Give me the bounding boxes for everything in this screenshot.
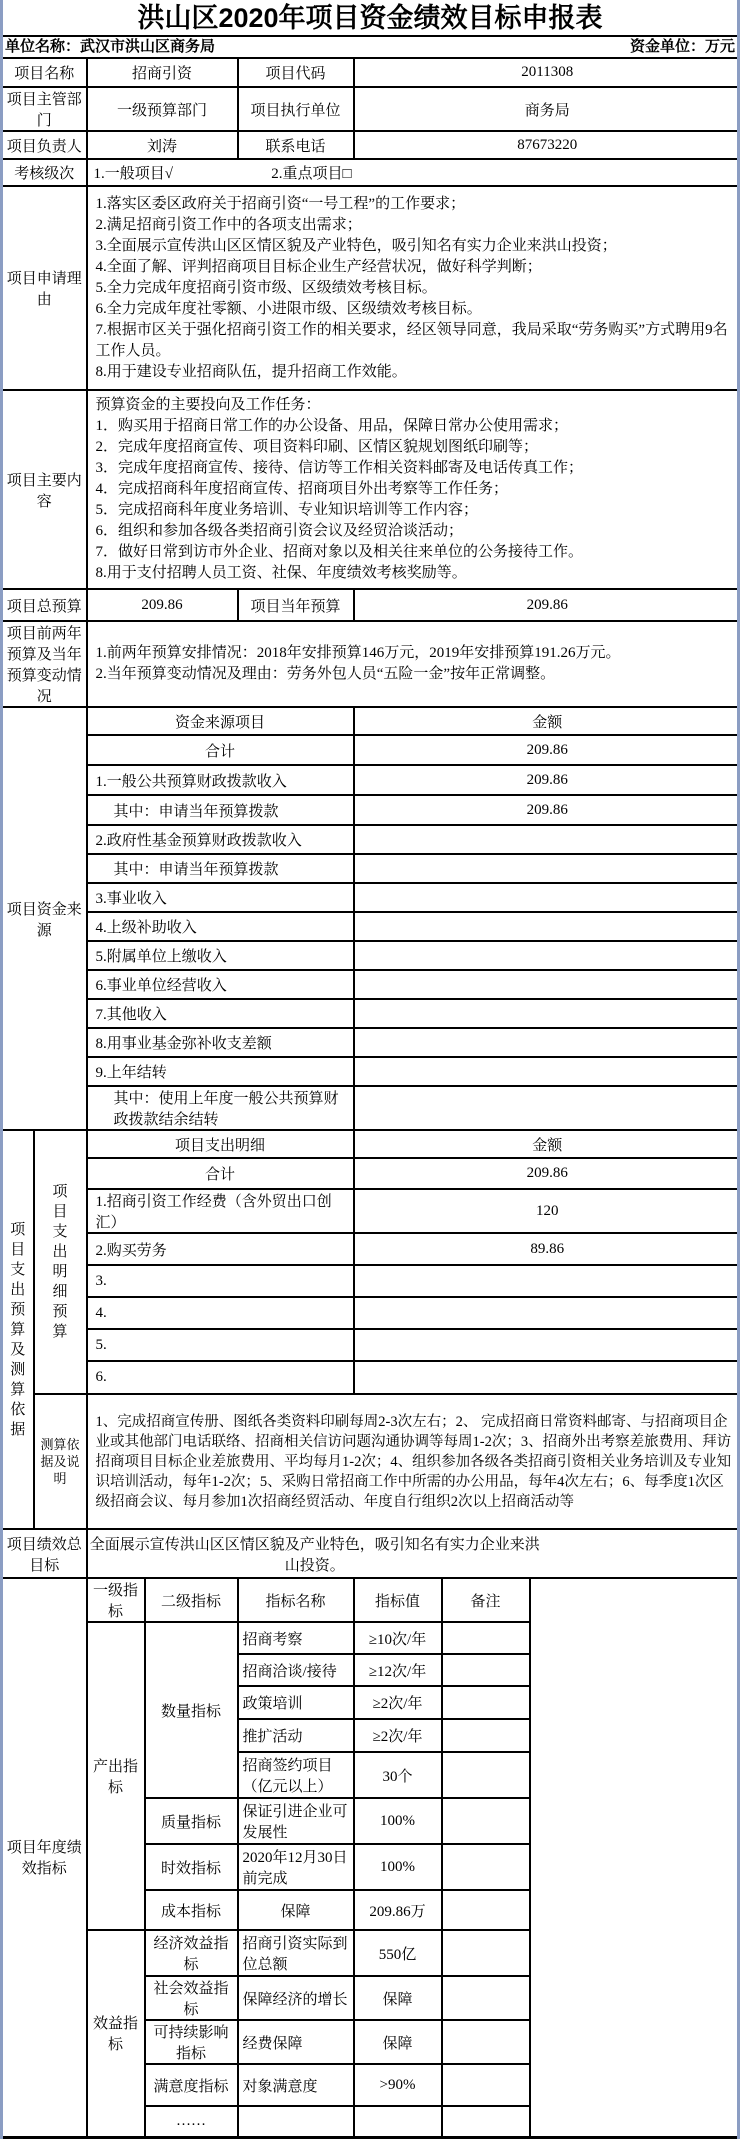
indicator-note — [442, 1930, 530, 1976]
expenditure-item: 1.招商引资工作经费（含外贸出口创汇） — [87, 1189, 354, 1233]
funding-item: 6.事业单位经营收入 — [87, 970, 354, 999]
value-project-leader: 刘涛 — [87, 131, 238, 159]
value-executing-unit: 商务局 — [354, 87, 740, 131]
overall-goal-row — [2, 1529, 740, 1578]
expenditure-row — [2, 1233, 740, 1265]
label-supervising-dept: 项目主管部门 — [2, 87, 87, 131]
indicator-name: 推扩活动 — [238, 1719, 354, 1752]
funding-amount — [354, 912, 740, 941]
indicator-name: 招商签约项目（亿元以上） — [238, 1752, 354, 1798]
level2-economic: 经济效益指标 — [145, 1930, 238, 1976]
funding-item: 4.上级补助收入 — [87, 912, 354, 941]
label-funding-source: 项目资金来源 — [2, 707, 87, 1130]
indicator-note — [442, 1752, 530, 1798]
label-annual-indicators: 项目年度绩效指标 — [2, 1578, 87, 2137]
funding-amount — [354, 1028, 740, 1057]
expenditure-amount — [354, 1329, 740, 1361]
declaration-table — [0, 57, 740, 2139]
level2-satisfaction: 满意度指标 — [145, 2064, 238, 2106]
reason-line: 8.用于建设专业招商队伍，提升招商工作效能。 — [96, 362, 733, 383]
indicator-note — [442, 1798, 530, 1844]
funding-amount — [354, 1057, 740, 1086]
level2-timeliness: 时效指标 — [145, 1844, 238, 1890]
reason-line: 1.落实区委区政府关于招商引资“一号工程”的工作要求； — [96, 194, 733, 215]
funding-item: 8.用事业基金弥补收支差额 — [87, 1028, 354, 1057]
funding-item: 9.上年结转 — [87, 1057, 354, 1086]
table-row — [2, 58, 740, 87]
label-overall-goal: 项目绩效总目标 — [2, 1529, 87, 1578]
funding-row — [2, 883, 740, 912]
level2-quantity: 数量指标 — [145, 1622, 238, 1798]
funding-item: 合计 — [87, 735, 354, 765]
indicator-name: 保证引进企业可发展性 — [238, 1798, 354, 1844]
expenditure-amount — [354, 1297, 740, 1329]
indicator-value: ≥12次/年 — [354, 1654, 442, 1686]
content-line: 1．购买用于招商日常工作的办公设备、用品，保障日常办公使用需求； — [96, 416, 733, 437]
reason-line: 6.全力完成年度社零额、小进限市级、区级绩效考核目标。 — [96, 299, 733, 320]
expenditure-amount — [354, 1265, 740, 1297]
calc-basis-row — [2, 1394, 740, 1529]
content-line: 8.用于支付招聘人员工资、社保、年度绩效考核奖励等。 — [96, 563, 733, 584]
indicator-note — [442, 1622, 530, 1654]
indicator-note — [442, 1719, 530, 1752]
indicator-value: 100% — [354, 1844, 442, 1890]
funding-item: 3.事业收入 — [87, 883, 354, 912]
previous-budget-line: 2.当年预算变动情况及理由：劳务外包人员“五险一金”按年正常调整。 — [96, 664, 733, 685]
funding-item: 其中：申请当年预算拨款 — [87, 854, 354, 883]
indicator-name: 保障 — [238, 1890, 354, 1930]
indicator-value: 30个 — [354, 1752, 442, 1798]
label-executing-unit: 项目执行单位 — [238, 87, 354, 131]
reason-line: 3.全面展示宣传洪山区区情区貌及产业特色，吸引知名有实力企业来洪山投资； — [96, 236, 733, 257]
label-project-code: 项目代码 — [238, 58, 354, 87]
value-current-year-budget: 209.86 — [354, 589, 740, 621]
expenditure-item: 2.购买劳务 — [87, 1233, 354, 1265]
currency-unit-label: 资金单位：万元 — [630, 37, 735, 57]
reason-line: 2.满足招商引资工作中的各项支出需求； — [96, 215, 733, 236]
value-project-code: 2011308 — [354, 58, 740, 87]
label-application-reason: 项目申请理由 — [2, 186, 87, 390]
funding-row — [2, 735, 740, 765]
previous-budget-line: 1.前两年预算安排情况：2018年安排预算146万元，2019年安排预算191.26万元。 — [96, 643, 733, 664]
level2-ellipsis: …… — [145, 2106, 238, 2137]
label-expenditure-detail — [34, 1130, 87, 1394]
funding-amount — [354, 883, 740, 912]
meta-line — [0, 37, 740, 57]
assessment-options — [87, 159, 740, 186]
expenditure-amount: 209.86 — [354, 1158, 740, 1189]
vertical-label: 项目支出预算及测算依据 — [10, 1220, 25, 1440]
funding-amount: 209.86 — [354, 735, 740, 765]
expenditure-item: 合计 — [87, 1158, 354, 1189]
indicator-note — [442, 1890, 530, 1930]
funding-row — [2, 765, 740, 795]
indicator-name: 招商考察 — [238, 1622, 354, 1654]
funding-row — [2, 825, 740, 854]
label-project-name: 项目名称 — [2, 58, 87, 87]
funding-row — [2, 912, 740, 941]
level2-sustainability: 可持续影响指标 — [145, 2020, 238, 2064]
label-calc-basis: 测算依据及说明 — [34, 1394, 87, 1529]
indicator-name: 对象满意度 — [238, 2064, 354, 2106]
indicator-note — [442, 1844, 530, 1890]
funding-amount — [354, 941, 740, 970]
content-intro: 预算资金的主要投向及工作任务： — [96, 395, 733, 416]
col-level2: 二级指标 — [145, 1578, 238, 1622]
indicator-note — [442, 2106, 530, 2137]
main-content-row — [2, 390, 740, 589]
expenditure-row — [2, 1329, 740, 1361]
expenditure-row — [2, 1297, 740, 1329]
indicator-value: ≥2次/年 — [354, 1686, 442, 1719]
indicator-value: 保障 — [354, 1976, 442, 2020]
col-indicator-name: 指标名称 — [238, 1578, 354, 1622]
indicator-name: 保障经济的增长 — [238, 1976, 354, 2020]
expenditure-row — [2, 1158, 740, 1189]
content-line: 7．做好日常到访市外企业、招商对象以及相关往来单位的公务接待工作。 — [96, 542, 733, 563]
funding-row — [2, 854, 740, 883]
funding-amount — [354, 970, 740, 999]
value-total-budget: 209.86 — [87, 589, 238, 621]
table-row — [2, 87, 740, 131]
funding-item: 其中：使用上年度一般公共预算财政拨款结余结转 — [87, 1086, 354, 1130]
level2-social: 社会效益指标 — [145, 1976, 238, 2020]
expenditure-col-item: 项目支出明细 — [87, 1130, 354, 1158]
previous-budget-row — [2, 621, 740, 707]
funding-amount — [354, 999, 740, 1028]
funding-amount: 209.86 — [354, 795, 740, 825]
funding-item: 2.政府性基金预算财政拨款收入 — [87, 825, 354, 854]
expenditure-amount: 120 — [354, 1189, 740, 1233]
label-expenditure-section — [2, 1130, 34, 1529]
indicator-note — [442, 1976, 530, 2020]
label-contact-phone: 联系电话 — [238, 131, 354, 159]
label-previous-budget: 项目前两年预算及当年预算变动情况 — [2, 621, 87, 707]
indicator-value: 100% — [354, 1798, 442, 1844]
funding-amount — [354, 854, 740, 883]
left-frame-edge — [0, 0, 3, 2139]
indicator-note — [442, 2020, 530, 2064]
indicator-note — [442, 1654, 530, 1686]
funding-item: 1.一般公共预算财政拨款收入 — [87, 765, 354, 795]
content-line: 3．完成年度招商宣传、接待、信访等工作相关资料邮寄及电话传真工作； — [96, 458, 733, 479]
label-current-year-budget: 项目当年预算 — [238, 589, 354, 621]
budget-row — [2, 589, 740, 621]
expenditure-item: 5. — [87, 1329, 354, 1361]
expenditure-header-row — [2, 1130, 740, 1158]
indicator-name: 招商引资实际到位总额 — [238, 1930, 354, 1976]
blank-area — [530, 1578, 740, 2137]
expenditure-item: 4. — [87, 1297, 354, 1329]
funding-row — [2, 999, 740, 1028]
indicator-name — [238, 2106, 354, 2137]
level1-benefit: 效益指标 — [87, 1930, 145, 2137]
level2-quality: 质量指标 — [145, 1798, 238, 1844]
value-project-name: 招商引资 — [87, 58, 238, 87]
label-assessment-level: 考核级次 — [2, 159, 87, 186]
option-general-project: 1.一般项目√ — [94, 162, 268, 183]
funding-row — [2, 970, 740, 999]
indicator-note — [442, 2064, 530, 2106]
level2-cost: 成本指标 — [145, 1890, 238, 1930]
application-reason-row — [2, 186, 740, 390]
label-main-content: 项目主要内容 — [2, 390, 87, 589]
overall-goal-text: 全面展示宣传洪山区区情区貌及产业特色，吸引知名有实力企业来洪山投资。 — [87, 1529, 740, 1578]
funding-row — [2, 1057, 740, 1086]
indicator-name: 2020年12月30日前完成 — [238, 1844, 354, 1890]
content-line: 5．完成招商科年度业务培训、专业知识培训等工作内容； — [96, 500, 733, 521]
indicator-note — [442, 1686, 530, 1719]
expenditure-item: 6. — [87, 1361, 354, 1394]
indicator-name: 经费保障 — [238, 2020, 354, 2064]
funding-item: 其中：申请当年预算拨款 — [87, 795, 354, 825]
funding-col-item: 资金来源项目 — [87, 707, 354, 735]
vertical-label: 项目支出明细预算 — [53, 1182, 68, 1342]
content-line: 6．组织和参加各级各类招商引资会议及经贸洽谈活动； — [96, 521, 733, 542]
reason-line: 4.全面了解、评判招商项目目标企业生产经营状况，做好科学判断； — [96, 257, 733, 278]
expenditure-col-amount: 金额 — [354, 1130, 740, 1158]
assessment-level-row — [2, 159, 740, 186]
application-reason-text — [87, 186, 740, 390]
option-key-project: 2.重点项目□ — [271, 166, 351, 182]
reason-line: 5.全力完成年度招商引资市级、区级绩效考核目标。 — [96, 278, 733, 299]
reason-line: 7.根据市区关于强化招商引资工作的相关要求，经区领导同意，我局采取“劳务购买”方式聘用9名工作人员。 — [96, 320, 733, 362]
funding-item: 7.其他收入 — [87, 999, 354, 1028]
indicators-header-row — [2, 1578, 740, 1622]
funding-row — [2, 1028, 740, 1057]
indicator-value — [354, 2106, 442, 2137]
value-contact-phone: 87673220 — [354, 131, 740, 159]
funding-amount — [354, 1086, 740, 1130]
indicator-value: 550亿 — [354, 1930, 442, 1976]
col-note: 备注 — [442, 1578, 530, 1622]
content-line: 4．完成招商科年度招商宣传、招商项目外出考察等工作任务； — [96, 479, 733, 500]
label-total-budget: 项目总预算 — [2, 589, 87, 621]
table-row — [2, 131, 740, 159]
indicator-value: ≥10次/年 — [354, 1622, 442, 1654]
value-supervising-dept: 一级预算部门 — [87, 87, 238, 131]
expenditure-item: 3. — [87, 1265, 354, 1297]
funding-amount — [354, 825, 740, 854]
expenditure-row — [2, 1361, 740, 1394]
unit-name-label: 单位名称：武汉市洪山区商务局 — [5, 37, 215, 57]
previous-budget-text — [87, 621, 740, 707]
expenditure-amount: 89.86 — [354, 1233, 740, 1265]
expenditure-row — [2, 1189, 740, 1233]
col-level1: 一级指标 — [87, 1578, 145, 1622]
indicator-name: 政策培训 — [238, 1686, 354, 1719]
expenditure-amount — [354, 1361, 740, 1394]
page-title: 洪山区2020年项目资金绩效目标申报表 — [0, 0, 740, 37]
funding-col-amount: 金额 — [354, 707, 740, 735]
indicator-value: ≥2次/年 — [354, 1719, 442, 1752]
expenditure-row — [2, 1265, 740, 1297]
indicator-value: >90% — [354, 2064, 442, 2106]
funding-row — [2, 795, 740, 825]
indicator-value: 209.86万 — [354, 1890, 442, 1930]
content-line: 2．完成年度招商宣传、项目资料印刷、区情区貌规划图纸印刷等； — [96, 437, 733, 458]
funding-amount: 209.86 — [354, 765, 740, 795]
indicator-name: 招商洽谈/接待 — [238, 1654, 354, 1686]
funding-source-header-row — [2, 707, 740, 735]
funding-row — [2, 941, 740, 970]
funding-row — [2, 1086, 740, 1130]
col-indicator-value: 指标值 — [354, 1578, 442, 1622]
level1-output: 产出指标 — [87, 1622, 145, 1930]
indicator-value: 保障 — [354, 2020, 442, 2064]
calc-basis-text: 1、完成招商宣传册、图纸各类资料印刷每周2-3次左右；2、 完成招商日常资料邮寄、与招商项目企业或其他部门电话联络、招商相关信访问题沟通协调等每周1-2次；3、招商外出考察差旅费用、拜访招商项目目标企业差旅费用、平均每月1-2次；4、组织参加各级各类招商引资相关业务培训及专业知识培训活动，每年1-2次；5、采购日常招商工作中所需的办公用品，每年4次左右；6、每季度1次区级招商会议、每月参加1次招商经贸活动、年度自行组织2次以上招商活动等 — [87, 1394, 740, 1529]
funding-item: 5.附属单位上缴收入 — [87, 941, 354, 970]
main-content-text — [87, 390, 740, 589]
label-project-leader: 项目负责人 — [2, 131, 87, 159]
